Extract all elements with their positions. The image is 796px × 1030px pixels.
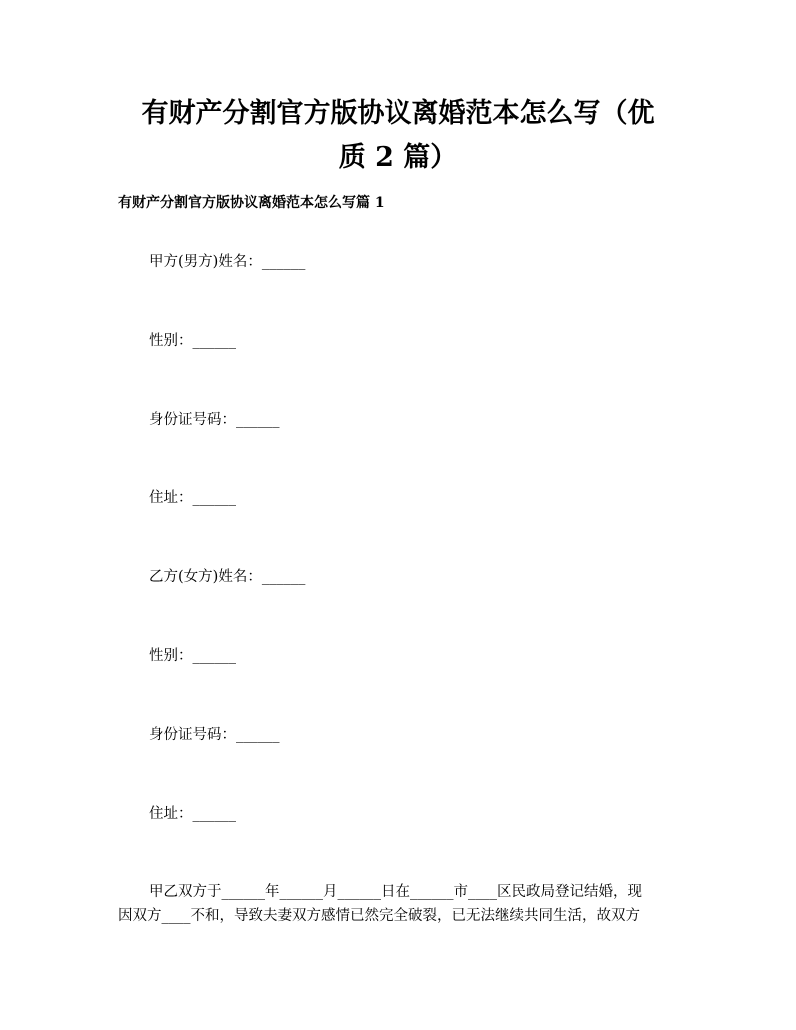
- paragraph-line-1-text: 甲乙双方于______年______月______日在______市____区民政局登记结婚，现: [149, 884, 642, 900]
- field-party-a-name: 甲方(男方)姓名：______: [149, 254, 306, 270]
- document-title-line-1: 有财产分割官方版协议离婚范本怎么写（优: [141, 98, 655, 129]
- paragraph-line-1: [118, 880, 680, 904]
- field-party-a-address: 住址：______: [149, 490, 236, 506]
- field-party-b-id-number: 身份证号码：______: [149, 727, 280, 743]
- field-party-a-gender: 性别：______: [149, 333, 236, 349]
- section-heading: 有财产分割官方版协议离婚范本怎么写篇 1: [118, 195, 385, 211]
- field-party-b-gender: 性别：______: [149, 648, 236, 664]
- paragraph-line-2: 因双方____不和，导致夫妻双方感情已然完全破裂，已无法继续共同生活，故双方: [118, 908, 640, 924]
- field-party-b-name: 乙方(女方)姓名：______: [149, 569, 306, 585]
- field-party-b-address: 住址：______: [149, 806, 236, 822]
- document-title-line-2: 质 2 篇）: [338, 142, 458, 173]
- field-party-a-id-number: 身份证号码：______: [149, 412, 280, 428]
